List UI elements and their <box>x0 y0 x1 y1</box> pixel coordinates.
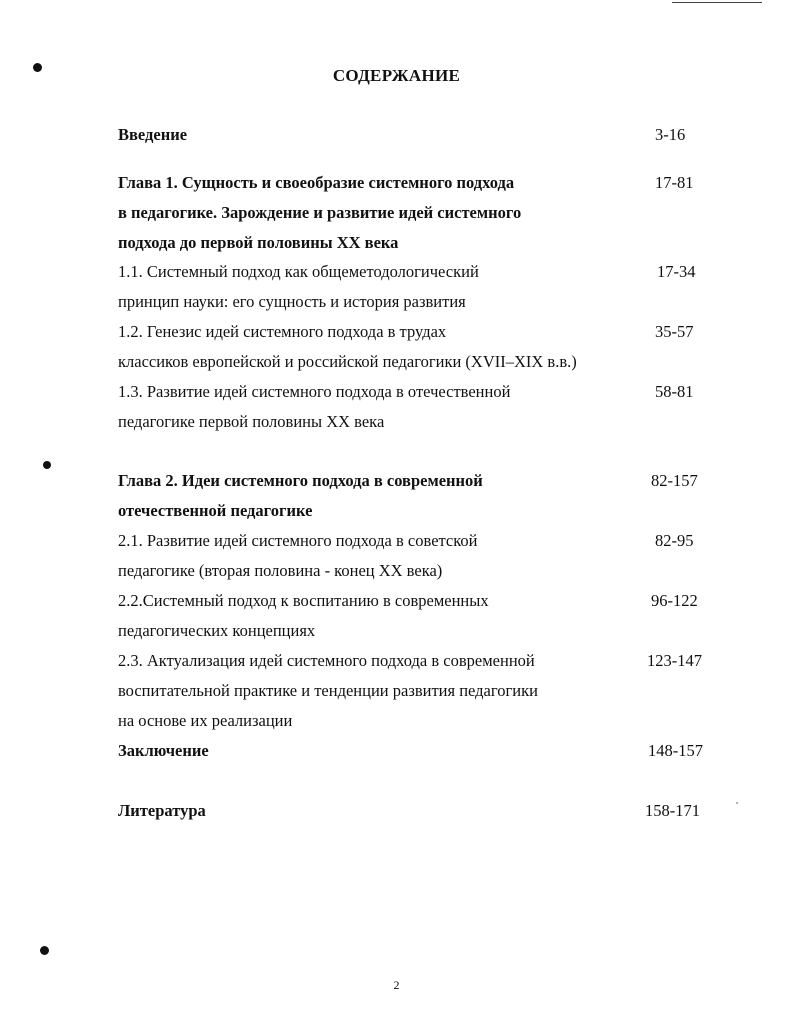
toc-chapter2-pages: 82-157 <box>651 471 698 490</box>
toc-intro-label: Введение <box>118 125 188 144</box>
toc-section-1-2-line-1: 1.2. Генезис идей системного подхода в трудах <box>118 322 447 341</box>
toc-intro-pages: 3-16 <box>655 125 686 144</box>
toc-chapter1-pages: 17-81 <box>655 173 694 192</box>
toc-section-2-3-line-2: воспитательной практике и тенденции развития педагогики <box>118 681 538 700</box>
toc-conclusion-pages: 148-157 <box>648 741 703 760</box>
toc-section-2-3-line-1: 2.3. Актуализация идей системного подхода в современной <box>118 651 535 670</box>
toc-chapter1-title-line-1: Глава 1. Сущность и своеобразие системного подхода <box>118 173 515 192</box>
toc-literature-label: Литература <box>118 801 206 820</box>
toc-section-1-3-line-1: 1.3. Развитие идей системного подхода в отечественной <box>118 382 511 401</box>
toc-chapter1-title-line-2: в педагогике. Зарождение и развитие идей системного <box>118 203 522 222</box>
toc-section-2-1-line-1: 2.1. Развитие идей системного подхода в советской <box>118 531 478 550</box>
scan-top-rule <box>672 2 762 3</box>
toc-chapter2-title-line-1: Глава 2. Идеи системного подхода в современной <box>118 471 483 490</box>
page-title: СОДЕРЖАНИЕ <box>332 66 461 85</box>
toc-section-2-2-line-2: педагогических концепциях <box>118 621 316 640</box>
toc-section-1-1-line-2: принцип науки: его сущность и история развития <box>118 292 466 311</box>
toc-literature-pages: 158-171 <box>645 801 700 820</box>
toc-section-2-2-pages: 96-122 <box>651 591 698 610</box>
toc-section-2-1-line-2: педагогике (вторая половина - конец XX века) <box>118 561 443 580</box>
toc-section-1-1-line-1: 1.1. Системный подход как общеметодологический <box>118 262 479 281</box>
scan-speck <box>736 802 738 804</box>
toc-section-1-2-pages: 35-57 <box>655 322 694 341</box>
toc-chapter1-title-line-3: подхода до первой половины XX века <box>118 233 399 252</box>
toc-chapter2-title-line-2: отечественной педагогике <box>118 501 313 520</box>
toc-section-2-3-line-3: на основе их реализации <box>118 711 293 730</box>
toc-conclusion-label: Заключение <box>118 741 209 760</box>
page-number: 2 <box>393 978 400 992</box>
toc-section-1-2-line-2: классиков европейской и российской педагогики (XVII–XIX в.в.) <box>118 352 577 371</box>
toc-section-1-1-pages: 17-34 <box>657 262 696 281</box>
toc-section-1-3-line-2: педагогике первой половины XX века <box>118 412 385 431</box>
toc-section-1-3-pages: 58-81 <box>655 382 694 401</box>
toc-section-2-2-line-1: 2.2.Системный подход к воспитанию в современных <box>118 591 489 610</box>
scan-hole-mark-middle <box>43 461 51 469</box>
toc-section-2-3-pages: 123-147 <box>647 651 702 670</box>
scan-hole-mark-bottom <box>40 946 49 955</box>
toc-section-2-1-pages: 82-95 <box>655 531 694 550</box>
